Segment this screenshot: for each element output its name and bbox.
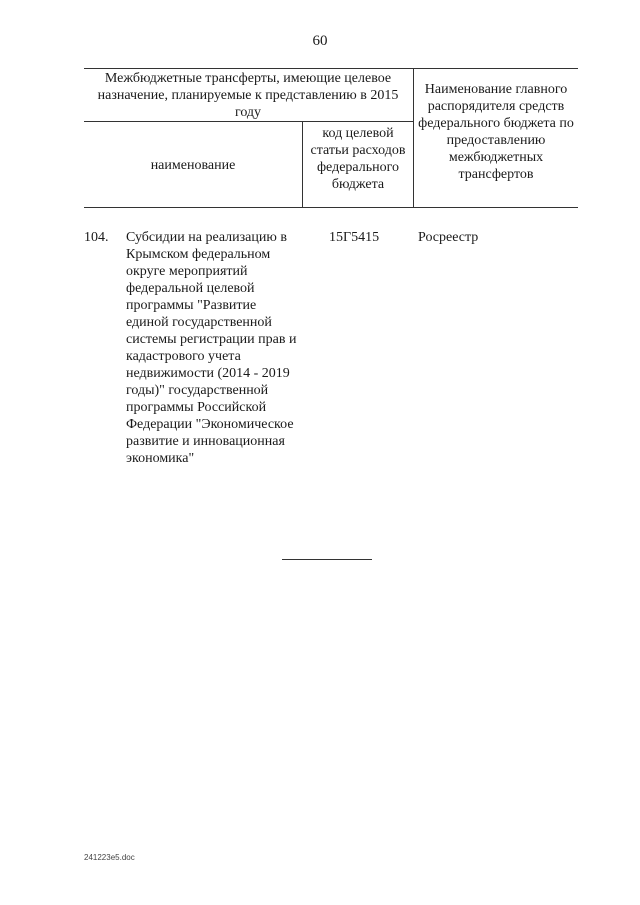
header-col-manager: Наименование главного распорядителя средств федерального бюджета по предоставлению межбюджетных трансфертов [418,82,574,182]
group-header-rule [84,121,414,122]
table-header-bottom-rule [84,207,578,208]
column-divider-manager [413,68,414,207]
page-number: 60 [312,33,328,49]
column-divider-code [302,121,303,207]
end-separator [282,559,372,560]
table-top-rule [84,68,578,69]
row-code: 15Г5415 [329,230,380,245]
document-id: 241223e5.doc [84,853,135,862]
header-col-code: код целевой статьи расходов федерального бюджета [310,126,406,192]
header-col-name: наименование [150,158,236,173]
row-manager: Росреестр [418,230,479,245]
row-number: 104. [84,230,109,245]
row-name: Субсидии на реализацию в Крымском федеральном округе мероприятий федеральной целевой программы "Развитие единой государственной системы регистрации прав и кадастрового учета недвижимости (2014 - 2019 годы)" государственной программы Российской Федерации "Экономическое развитие и инновационная экономика" [126,230,297,466]
header-group-title: Межбюджетные трансферты, имеющие целевое назначение, планируемые к представлению в 2015 году [97,71,399,120]
